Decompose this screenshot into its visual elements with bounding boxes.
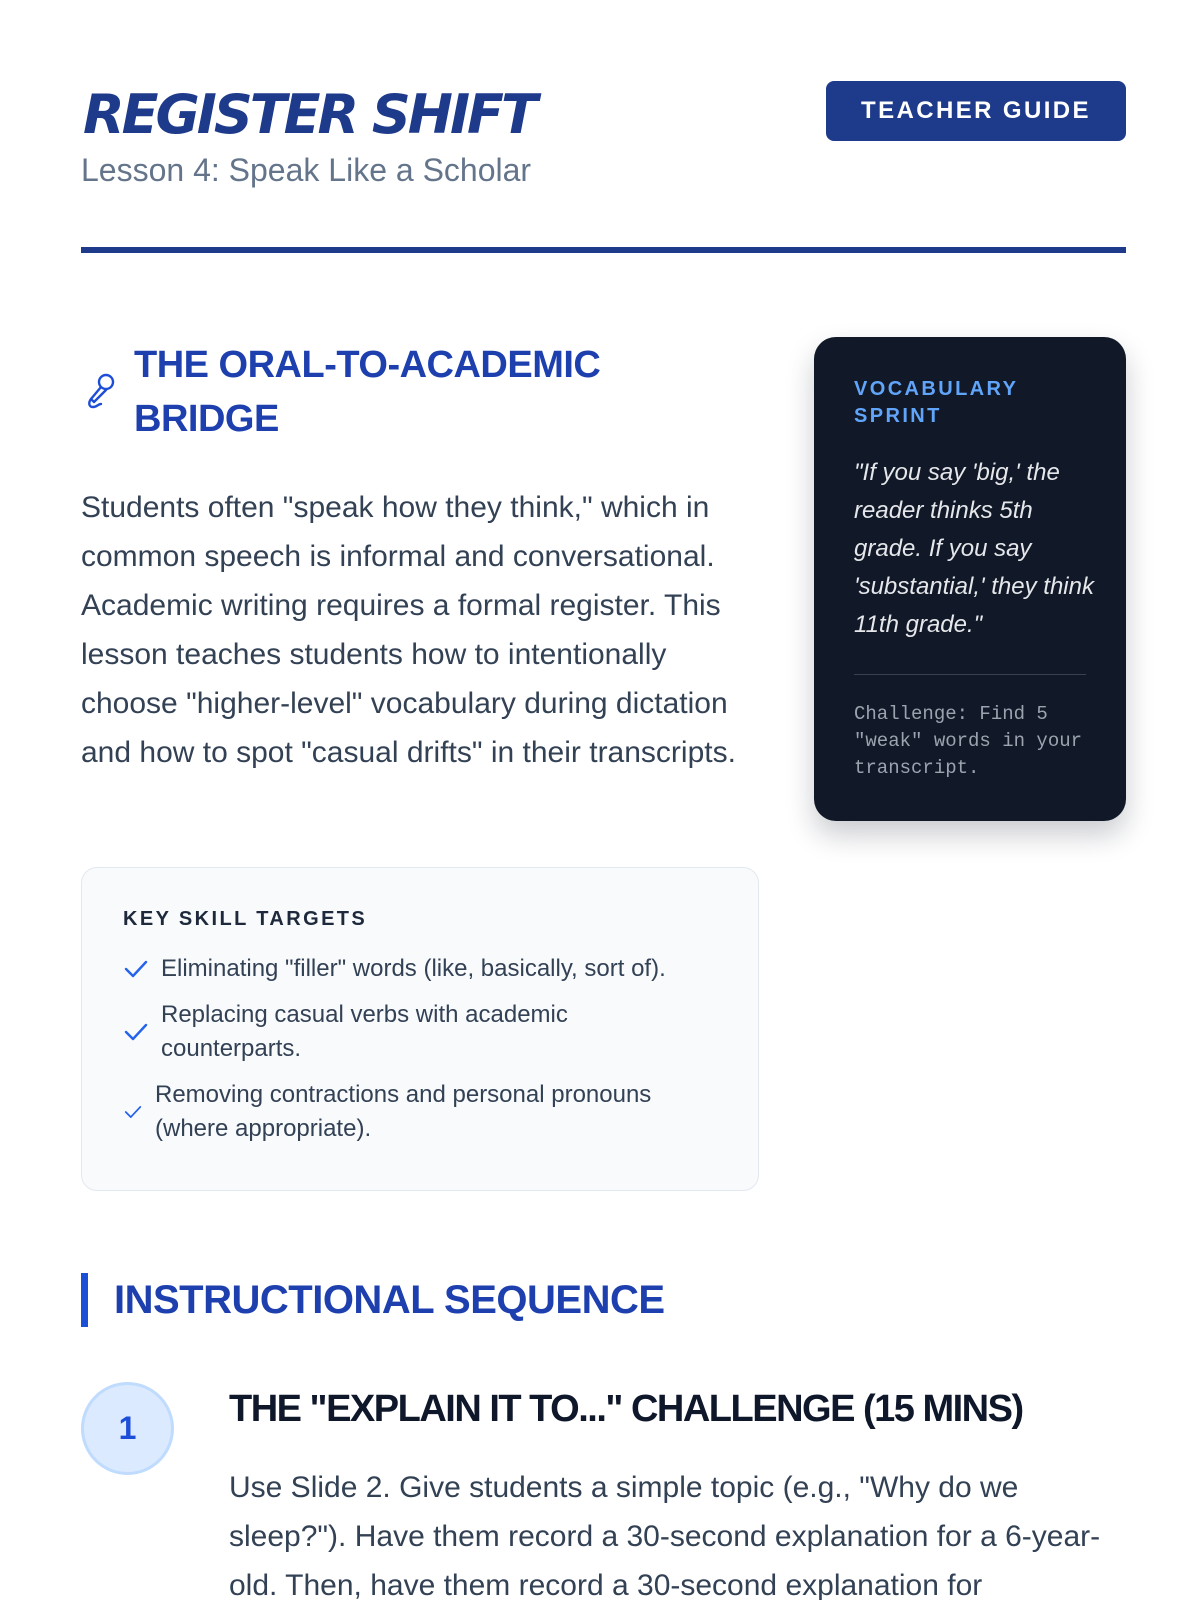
skill-text: Removing contractions and personal pronouns (where appropriate). <box>155 1081 652 1142</box>
sequence-title: INSTRUCTIONAL SEQUENCE <box>114 1278 665 1322</box>
microphone-icon <box>85 371 117 413</box>
step-body: Use Slide 2. Give students a simple topic (e.g., "Why do we sleep?"). Have them record a 30-second explanation for a 6-year-old. Then, have them record a 30-second explanation for <box>229 1471 1101 1600</box>
skill-text: Replacing casual verbs with academic counterparts. <box>161 1001 568 1062</box>
check-icon <box>123 1104 143 1120</box>
sequence-accent-bar <box>81 1273 88 1327</box>
page-header <box>81 80 1126 255</box>
lesson-subtitle: Lesson 4: Speak Like a Scholar <box>81 152 532 188</box>
key-skills-title: KEY SKILL TARGETS <box>123 908 368 930</box>
skill-item <box>123 1078 713 1146</box>
vocab-sprint-label: VOCABULARY SPRINT <box>854 378 1019 427</box>
vocab-challenge: Challenge: Find 5 "weak" words in your transcript. <box>854 703 1083 779</box>
skill-item <box>123 952 666 986</box>
vocabulary-sprint-card <box>814 337 1126 821</box>
check-icon <box>123 1021 149 1043</box>
vocab-divider <box>854 674 1086 675</box>
teacher-guide-button[interactable]: TEACHER GUIDE <box>826 81 1126 141</box>
step-number-badge: 1 <box>81 1382 174 1475</box>
step-title: THE "EXPLAIN IT TO..." CHALLENGE (15 MINS) <box>229 1388 1023 1430</box>
intro-paragraph: Students often "speak how they think," which in common speech is informal and conversational. Academic writing requires a formal register. This lesson teaches students how to intentionally choose "higher-level" vocabulary during dictation and how to spot "casual drifts" in their transcripts. <box>81 491 736 769</box>
vocab-sprint-quote: "If you say 'big,' the reader thinks 5th grade. If you say 'substantial,' they think 11th grade." <box>854 459 1094 638</box>
brand-title: REGISTER SHIFT <box>83 83 535 146</box>
check-icon <box>123 958 149 980</box>
intro-title: THE ORAL-TO-ACADEMIC BRIDGE <box>134 344 601 440</box>
skill-item <box>123 998 683 1066</box>
key-skills-box <box>81 867 759 1191</box>
skill-text: Eliminating "filler" words (like, basically, sort of). <box>161 955 666 982</box>
lesson-page <box>81 0 1126 1600</box>
header-divider <box>81 247 1126 253</box>
